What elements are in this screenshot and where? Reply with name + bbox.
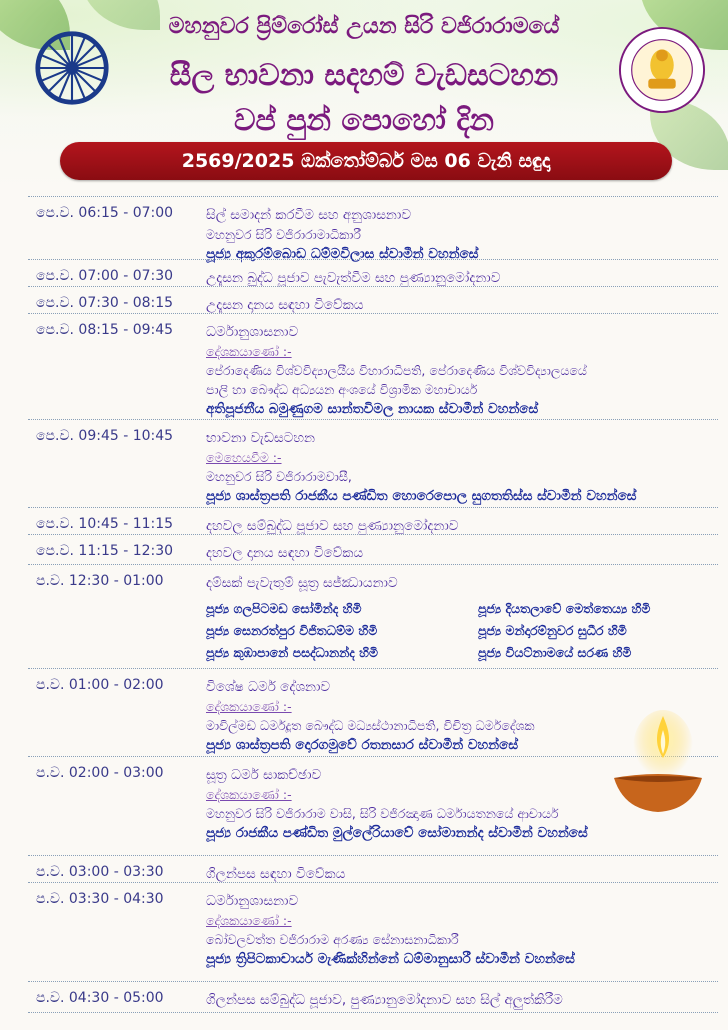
speaker-label: මෙහෙයවීම :- bbox=[206, 450, 282, 465]
speaker-name: අතිපූජනීය බමුණුගම සාන්තවිමල නායක ස්වාමීන් වහන්සේ bbox=[206, 401, 539, 417]
schedule-time: ප.ව. 12:30 - 01:00 bbox=[36, 573, 164, 589]
schedule-content bbox=[206, 268, 711, 288]
schedule-item bbox=[28, 855, 718, 883]
schedule-title: ධර්මානුශාසනාව bbox=[206, 324, 299, 340]
speaker-name: පූජ්‍ය රාජකීය පණ්ඩිත මුල්ලේරියාවේ සෝමානන්ද ස්වාමීන් වහන්සේ bbox=[206, 825, 588, 841]
schedule-item bbox=[28, 286, 718, 314]
schedule-time: පෙ.ව. 10:45 - 11:15 bbox=[36, 516, 174, 532]
schedule-time: ප.ව. 03:00 - 03:30 bbox=[36, 864, 164, 880]
schedule-description: බෝවලවත්ත වජිරාරාම අරණ්‍ය සේනාසනාධිකාරී bbox=[206, 932, 459, 947]
schedule-title: උදෑසන බුද්ධ පූජාව පැවැත්වීම සහ පුණ්‍යානුමෝදනාව bbox=[206, 270, 501, 286]
monk-name: පූජ්‍ය කුඹාපානේ පසද්ධානන්ද හිමි bbox=[206, 645, 379, 660]
oil-lamp-icon bbox=[608, 708, 708, 818]
schedule-content bbox=[206, 543, 711, 563]
speaker-label: දේශකයාණෝ :- bbox=[206, 699, 292, 714]
chanting-monks-list bbox=[206, 598, 711, 663]
schedule-title: දහවල දානය සඳහා විවේකය bbox=[206, 545, 364, 561]
schedule-item bbox=[28, 564, 718, 669]
schedule-content bbox=[206, 864, 711, 884]
schedule-description: මහනුවර සිරි වජිරාරාමාධිකාරී bbox=[206, 227, 361, 242]
temple-title: මහනුවර ප්‍රිම්රෝස් උයන සිරි වජිරාරාමයේ bbox=[168, 14, 560, 39]
program-title: සීල භාවනා සදහම් වැඩසටහන bbox=[169, 58, 559, 93]
schedule-time: පෙ.ව. 08:15 - 09:45 bbox=[36, 322, 174, 338]
schedule-time: ප.ව. 02:00 - 03:00 bbox=[36, 765, 164, 781]
schedule-title: භාවනා වැඩසටහන bbox=[206, 430, 315, 446]
schedule-item bbox=[28, 534, 718, 565]
schedule-item bbox=[28, 419, 718, 508]
header bbox=[0, 0, 728, 190]
schedule-title: ගිලන්පස සම්බුද්ධ පූජාව, පුණ්‍යානුමෝදනාව සහ සිල් අලුත්කිරීම bbox=[206, 992, 563, 1008]
schedule-item bbox=[28, 507, 718, 535]
schedule-content bbox=[206, 428, 711, 507]
schedule-description: පේරාදෙණිය විශ්වවිද්‍යාලයීය විහාරාධිපති, පේරාදෙණිය විශ්වවිද්‍යාලයයේ bbox=[206, 363, 587, 378]
schedule-title: ධර්මානුශාසනාව bbox=[206, 893, 299, 909]
schedule-item bbox=[28, 981, 718, 1013]
monk-name: පූජ්‍ය ගලපිටමඩ සෝමින්ද හිමි bbox=[206, 601, 362, 616]
schedule-time: පෙ.ව. 09:45 - 10:45 bbox=[36, 428, 174, 444]
schedule-title: විශේෂ ධර්ම දේශනාව bbox=[206, 679, 331, 695]
schedule-time: පෙ.ව. 07:30 - 08:15 bbox=[36, 295, 174, 311]
schedule-title: සිල් සමාදන් කරවීම සහ අනුශාසනාව bbox=[206, 207, 412, 223]
speaker-name: පූජ්‍ය ත්‍රිපිටකාචාර්ය මැණික්හින්නේ ධම්මානුසාරී ස්වාමීන් වහන්සේ bbox=[206, 951, 575, 967]
schedule-title: සූත්‍ර ධර්ම සාකච්ඡාව bbox=[206, 767, 322, 783]
date-banner: 2569/2025 ඔක්තෝම්බර් මස 06 වැනි සඳුදා bbox=[60, 142, 672, 180]
speaker-name: පූජ්‍ය ශාස්ත්‍රපති රාජකීය පණ්ඩිත හොරෙපොල සුගතතිස්ස ස්වාමීන් වහන්සේ bbox=[206, 488, 637, 504]
schedule-time: පෙ.ව. 07:00 - 07:30 bbox=[36, 268, 174, 284]
monk-name: පූජ්‍ය සෙනරත්පුර විජිතධම්ම හිමි bbox=[206, 623, 378, 638]
monk-name: පූජ්‍ය වියට්නාමයේ සරණ හිමි bbox=[478, 645, 632, 660]
schedule-time: ප.ව. 03:30 - 04:30 bbox=[36, 891, 164, 907]
schedule-description: මහනුවර සිරි වජිරාරාම වාසි, සිරි වජිරඤාණ ධර්මායතනයේ ආචාර්ය bbox=[206, 806, 559, 821]
schedule-description: මහනුවර සිරි වජිරාරාමවාසී, bbox=[206, 469, 352, 484]
monk-name: පූජ්‍ය දියතලාවේ මෙත්තෙය්‍ය හිමි bbox=[478, 601, 651, 616]
schedule-content bbox=[206, 295, 711, 315]
schedule-item bbox=[28, 196, 718, 260]
schedule-item bbox=[28, 882, 718, 982]
schedule-title: ගිලන්පස සඳහා විවේකය bbox=[206, 866, 346, 882]
schedule-content bbox=[206, 573, 711, 663]
schedule-time: ප.ව. 04:30 - 05:00 bbox=[36, 990, 164, 1006]
schedule-content bbox=[206, 322, 711, 420]
schedule-description: මාවිල්මඩ ධර්මදූත බෞද්ධ මධ්‍යස්ථානාධිපති, විචිත්‍ර ධර්මදේශක bbox=[206, 718, 535, 733]
schedule-time: පෙ.ව. 11:15 - 12:30 bbox=[36, 543, 174, 559]
poya-day-title: වප් පුන් පොහෝ දින bbox=[233, 103, 495, 138]
schedule-item bbox=[28, 313, 718, 420]
schedule-content bbox=[206, 990, 711, 1010]
speaker-label: දේශකයාණෝ :- bbox=[206, 913, 292, 928]
schedule-time: ප.ව. 01:00 - 02:00 bbox=[36, 677, 164, 693]
speaker-label: දේශකයාණෝ :- bbox=[206, 344, 292, 359]
speaker-label: දේශකයාණෝ :- bbox=[206, 787, 292, 802]
schedule-title: දම්සක් පැවැතුම් සූත්‍ර සජ්ඣායනාව bbox=[206, 575, 398, 591]
schedule-item bbox=[28, 259, 718, 287]
speaker-name: පූජ්‍ය ශාස්ත්‍රපති දොරගමුවේ රතනසාර ස්වාමීන් වහන්සේ bbox=[206, 737, 519, 753]
temple-logo-icon bbox=[618, 26, 706, 114]
schedule-content bbox=[206, 205, 711, 265]
schedule-title: දහවල සම්බුද්ධ පූජාව සහ පුණ්‍යානුමෝදනාව bbox=[206, 518, 459, 534]
schedule-content bbox=[206, 516, 711, 536]
schedule-description: පාලි හා බෞද්ධ අධ්‍යයන අංශයේ විශ්‍රාමික මහාචාර්ය bbox=[206, 382, 478, 397]
schedule-time: පෙ.ව. 06:15 - 07:00 bbox=[36, 205, 174, 221]
speaker-name: පූජ්‍ය අකුරම්බොඩ ධම්මවිලාස ස්වාමීන් වහන්සේ bbox=[206, 246, 479, 262]
schedule-content bbox=[206, 891, 711, 970]
monk-name: පූජ්‍ය මන්දාරම්නුවර සුධීර හිමි bbox=[478, 623, 627, 638]
schedule-title: උදෑසන දානය සඳහා විවේකය bbox=[206, 297, 364, 313]
